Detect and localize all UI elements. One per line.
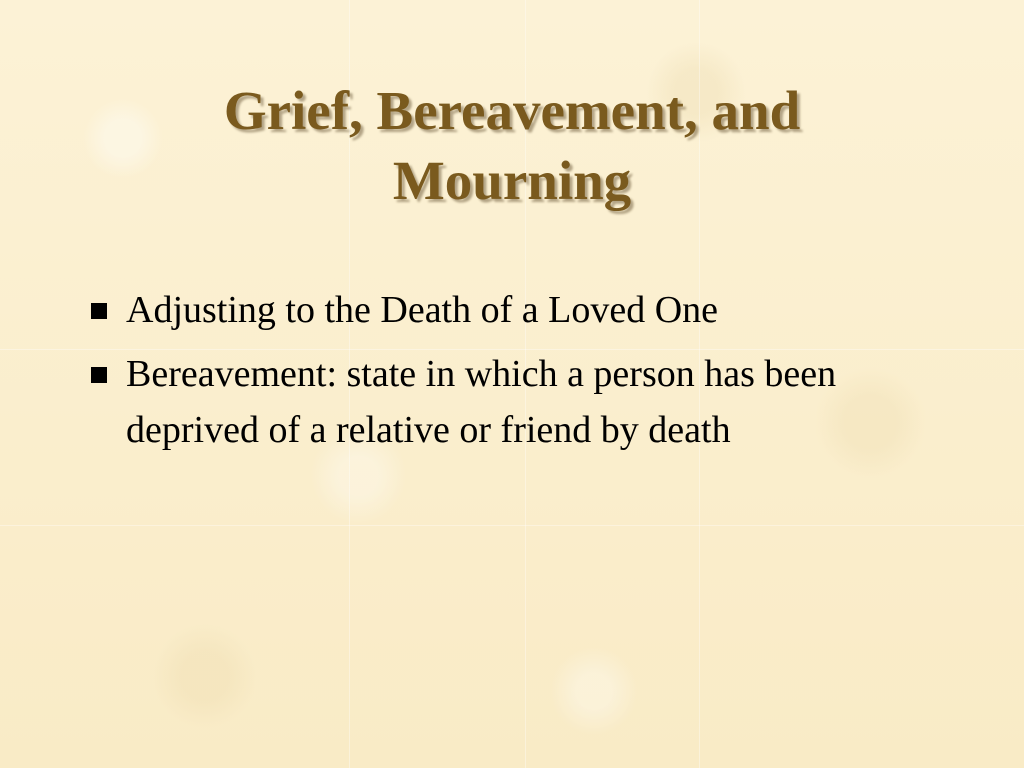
square-bullet-icon xyxy=(91,367,107,383)
bullet-item xyxy=(88,282,908,338)
square-bullet-icon xyxy=(91,303,107,319)
bullet-text: Adjusting to the Death of a Loved One xyxy=(126,289,719,331)
bullet-list xyxy=(88,282,908,466)
slide-title-line-2: Mourning xyxy=(392,150,632,211)
slide-title-line-1: Grief, Bereavement, and xyxy=(223,80,801,141)
bullet-item xyxy=(88,346,908,458)
slide-title xyxy=(80,76,944,216)
background-texture-seam xyxy=(0,525,1024,526)
bullet-text: Bereavement: state in which a person has been deprived of a relative or friend by death xyxy=(126,353,837,451)
